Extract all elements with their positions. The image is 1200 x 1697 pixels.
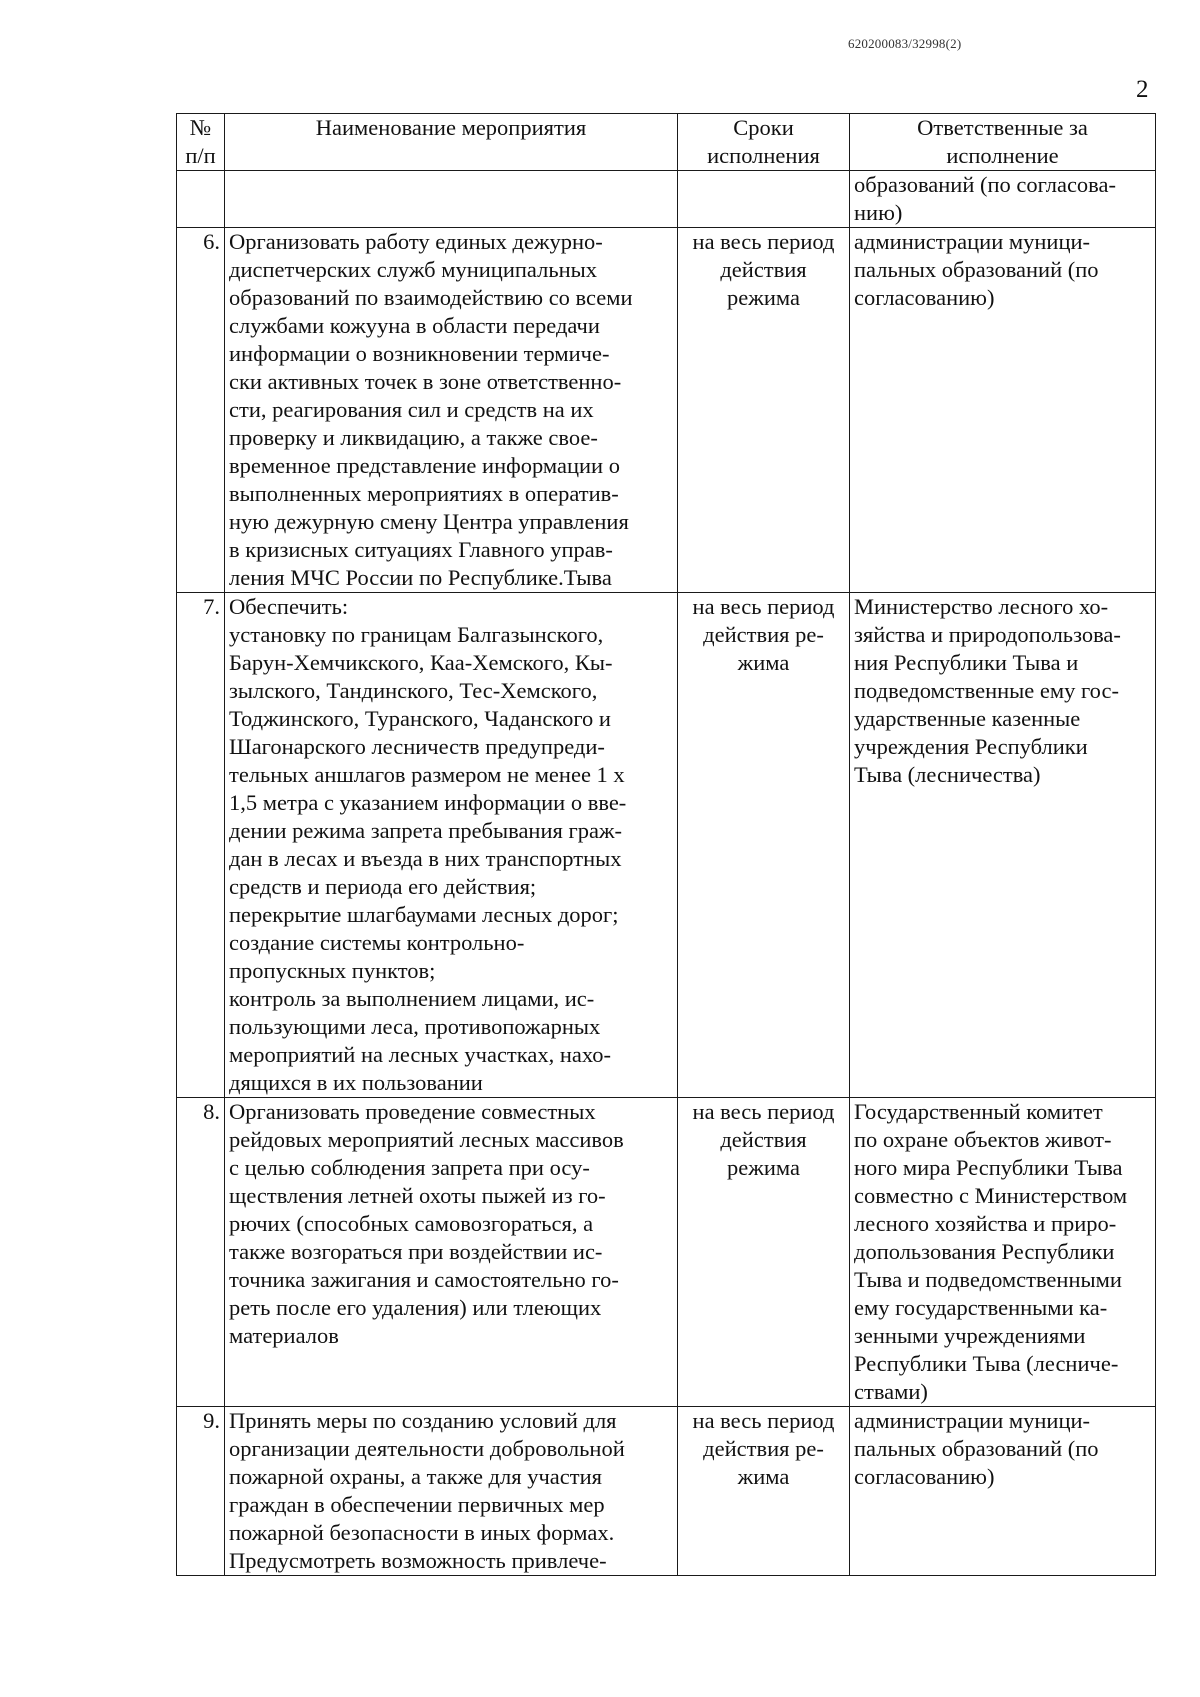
cell-num [177,171,225,228]
text-line: рючих (способных самовозгораться, а [229,1211,594,1236]
text-line: зяйства и природопользова- [854,622,1121,647]
cell-responsible [850,171,1156,228]
cell-deadline [678,593,850,1098]
table-row [177,1407,1156,1576]
text-line: зенными учреждениями [854,1323,1086,1348]
text-line: Шагонарского лесничеств предупреди- [229,734,605,759]
text-line: действия ре- [703,1436,824,1461]
text-line: Предусмотреть возможность привлече- [229,1548,607,1573]
cell-num: 9. [177,1407,225,1576]
header-num-line: № [189,115,212,140]
text-line: граждан в обеспечении первичных мер [229,1492,605,1517]
text-line: Государственный комитет [854,1099,1103,1124]
text-line: мероприятий на лесных участках, нахо- [229,1042,612,1067]
cell-name [225,1407,678,1576]
text-line: согласованию) [854,1464,995,1489]
text-line: Министерство лесного хо- [854,594,1109,619]
text-line: образований по взаимодействию со всеми [229,285,633,310]
text-line: совместно с Министерством [854,1183,1128,1208]
text-line: выполненных мероприятиях в оператив- [229,481,619,506]
text-line: сти, реагирования сил и средств на их [229,397,594,422]
text-line: дящихся в их пользовании [229,1070,483,1095]
header-responsible-line: исполнение [946,143,1059,168]
cell-num: 7. [177,593,225,1098]
text-line: 1,5 метра с указанием информации о вве- [229,790,627,815]
text-line: согласованию) [854,285,995,310]
text-line: пользующими леса, противопожарных [229,1014,601,1039]
text-line: действия [720,1127,807,1152]
text-line: создание системы контрольно- [229,930,525,955]
text-line: Тыва и подведомственными [854,1267,1122,1292]
table-row [177,1098,1156,1407]
text-line: подведомственные ему гос- [854,678,1119,703]
text-line: Тоджинского, Туранского, Чаданского и [229,706,611,731]
text-line: на весь период [692,1408,835,1433]
table-row [177,593,1156,1098]
text-line: информации о возникновении термиче- [229,341,610,366]
text-line: Организовать работу единых дежурно- [229,229,603,254]
page-number: 2 [1136,76,1149,103]
text-line: администрации муници- [854,1408,1091,1433]
cell-responsible [850,593,1156,1098]
text-line: жима [737,650,790,675]
cell-name [225,171,678,228]
text-line: режима [727,1155,800,1180]
text-line: Организовать проведение совместных [229,1099,596,1124]
text-line: ски активных точек в зоне ответственно- [229,369,622,394]
cell-num: 6. [177,228,225,593]
text-line: ствами) [854,1379,928,1404]
text-line: Республики Тыва (лесниче- [854,1351,1119,1376]
text-line: действия [720,257,807,282]
measures-table [176,113,1156,1576]
text-line: на весь период [692,229,835,254]
text-line: нию) [854,200,903,225]
text-line: образований (по согласова- [854,172,1116,197]
cell-responsible [850,1407,1156,1576]
text-line: ния Республики Тыва и [854,650,1079,675]
text-line: службами кожууна в области передачи [229,313,600,338]
text-line: ную дежурную смену Центра управления [229,509,629,534]
text-line: перекрытие шлагбаумами лесных дорог; [229,902,619,927]
text-line: временное представление информации о [229,453,620,478]
text-line: в кризисных ситуациях Главного управ- [229,537,613,562]
text-line: рейдовых мероприятий лесных массивов [229,1127,624,1152]
text-line: Барун-Хемчикского, Каа-Хемского, Кы- [229,650,613,675]
text-line: ему государственными ка- [854,1295,1108,1320]
cell-num: 8. [177,1098,225,1407]
text-line: администрации муници- [854,229,1091,254]
text-line: по охране объектов живот- [854,1127,1112,1152]
text-line: пропускных пунктов; [229,958,436,983]
text-line: действия ре- [703,622,824,647]
header-deadline [678,114,850,171]
cell-name [225,593,678,1098]
text-line: Тыва (лесничества) [854,762,1041,787]
header-num [177,114,225,171]
header-deadline-line: Сроки [733,115,794,140]
header-deadline-line: исполнения [707,143,820,168]
text-line: ударственные казенные [854,706,1081,731]
text-line: ления МЧС России по Республике.Тыва [229,565,612,590]
header-responsible-line: Ответственные за [917,115,1088,140]
table-header-row [177,114,1156,171]
text-line: допользования Республики [854,1239,1115,1264]
text-line: реть после его удаления) или тлеющих [229,1295,602,1320]
text-line: точника зажигания и самостоятельно го- [229,1267,619,1292]
cell-responsible [850,1098,1156,1407]
text-line: ного мира Республики Тыва [854,1155,1123,1180]
text-line: материалов [229,1323,339,1348]
text-line: средств и периода его действия; [229,874,537,899]
text-line: жима [737,1464,790,1489]
table-row-continuation [177,171,1156,228]
header-responsible [850,114,1156,171]
text-line: на весь период [692,594,835,619]
text-line: контроль за выполнением лицами, ис- [229,986,595,1011]
cell-deadline [678,1098,850,1407]
text-line: организации деятельности добровольной [229,1436,625,1461]
cell-deadline [678,228,850,593]
header-num-line: п/п [185,143,216,168]
header-name: Наименование мероприятия [225,114,678,171]
text-line: дан в лесах и въезда в них транспортных [229,846,622,871]
text-line: зылского, Тандинского, Тес-Хемского, [229,678,598,703]
cell-deadline [678,1407,850,1576]
text-line: учреждения Республики [854,734,1088,759]
text-line: дении режима запрета пребывания граж- [229,818,622,843]
text-line: на весь период [692,1099,835,1124]
cell-name [225,1098,678,1407]
text-line: тельных аншлагов размером не менее 1 x [229,762,625,787]
cell-name [225,228,678,593]
text-line: режима [727,285,800,310]
text-line: пожарной безопасности в иных формах. [229,1520,615,1545]
text-line: ществления летней охоты пыжей из го- [229,1183,606,1208]
text-line: также возгораться при воздействии ис- [229,1239,603,1264]
text-line: установку по границам Балгазынского, [229,622,604,647]
text-line: лесного хозяйства и приро- [854,1211,1117,1236]
text-line: пальных образований (по [854,1436,1099,1461]
cell-responsible [850,228,1156,593]
document-id: 620200083/32998(2) [848,36,962,51]
text-line: проверку и ликвидацию, а также свое- [229,425,598,450]
table-row [177,228,1156,593]
text-line: с целью соблюдения запрета при осу- [229,1155,590,1180]
text-line: Обеспечить: [229,594,349,619]
text-line: диспетчерских служб муниципальных [229,257,597,282]
text-line: Принять меры по созданию условий для [229,1408,617,1433]
text-line: пальных образований (по [854,257,1099,282]
text-line: пожарной охраны, а также для участия [229,1464,602,1489]
cell-deadline [678,171,850,228]
